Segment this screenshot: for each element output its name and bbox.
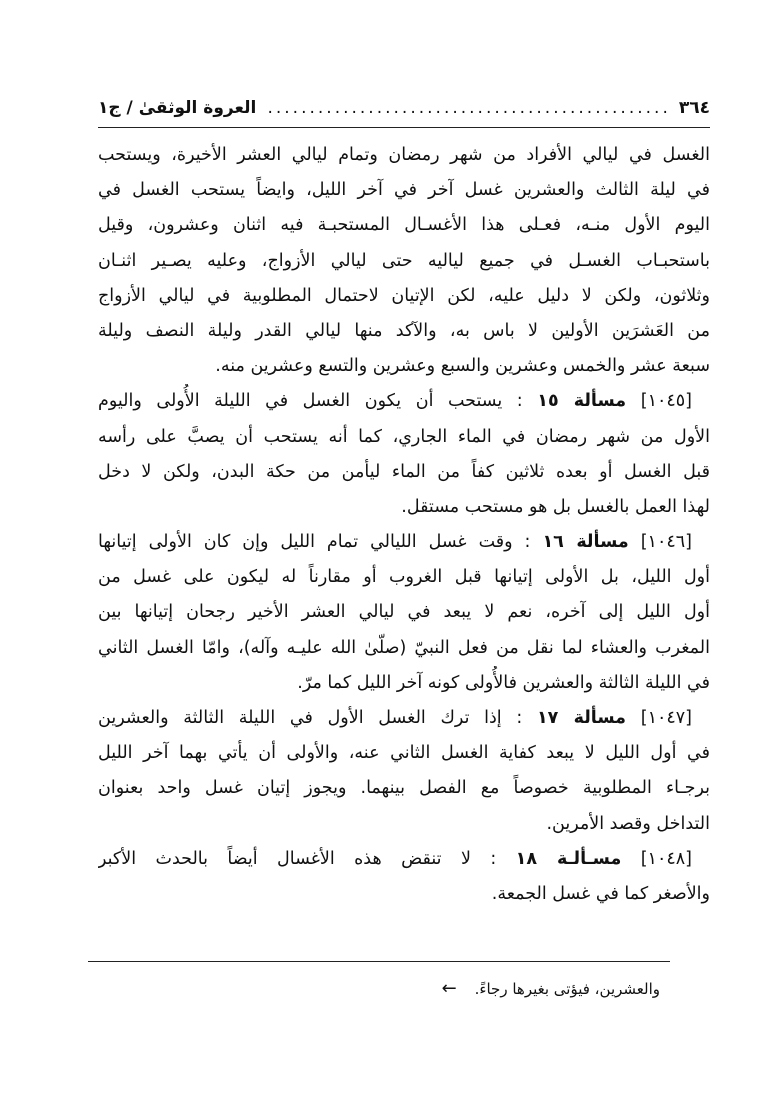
text-line: لهذا العمل بالغسل بل هو مستحب مستقل. xyxy=(401,496,710,517)
text-line: سبعة عشر والخمس وعشرين والسبع وعشرين والتسع وعشرين منه. xyxy=(215,356,710,377)
text-line: أول الليل إلى آخره، نعم لا يبعد في ليالي العشر الأخير رجحان إتيانها بين xyxy=(98,602,710,623)
text-line: الأول من شهر رمضان في الماء الجاري، كما أنه يستحب أن يصبَّ على رأسه xyxy=(98,426,710,447)
text-line: اليوم الأول منـه، فعـلى هذا الأغسـال المستحبـة فيه اثنان وعشرون، وقيل xyxy=(98,215,710,236)
masala-number: [١٠٤٨] xyxy=(640,848,692,869)
header-leader-dots xyxy=(264,100,671,117)
text-line: والأصغر كما في غسل الجمعة. xyxy=(491,883,710,904)
text-line: في الليلة الثالثة والعشرين فالأُولى كونه آخر الليل كما مرّ. xyxy=(297,672,710,693)
page-number: ٣٦٤ xyxy=(678,98,710,118)
footnote-text: والعشرين، فيؤتى بغيرها رجاءً. xyxy=(474,979,660,998)
text-line: أول الليل، بل الأولى إتيانها قبل الغروب أو مقارناً له ليكون على غسل من xyxy=(98,567,710,588)
text-segment: : لا تنقض هذه الأغسال أيضاً بالحدث الأكبر xyxy=(98,848,497,869)
header-rule xyxy=(98,127,710,128)
text-line: التداخل وقصد الأمرين. xyxy=(546,813,710,834)
masala-15-first-line xyxy=(98,384,710,419)
masala-label: مسألة ١٧ xyxy=(537,708,627,728)
text-segment: : يستحب أن يكون الغسل في الليلة الأُولى واليوم xyxy=(98,391,523,412)
masala-number: [١٠٤٦] xyxy=(640,532,692,553)
footnote-rule xyxy=(88,961,670,962)
masala-label: مسألة ١٥ xyxy=(537,391,627,412)
continuation-arrow-icon: ← xyxy=(441,978,457,999)
text-line: وثلاثون، ولكن لا دليل عليه، لكن الإتيان لاحتمال المطلوبية في ليالي الأزواج xyxy=(98,285,710,306)
running-title: العروة الوثقىٰ / ج١ xyxy=(98,98,257,118)
masala-number: [١٠٤٥] xyxy=(640,391,692,412)
masala-label: مسـألـة ١٨ xyxy=(515,848,622,869)
text-line: باستحبـاب الغسـل في جميع لياليه حتى ليالي الأزواج، وعليه يصـير اثنـان xyxy=(98,250,710,271)
text-segment: : إذا ترك الغسل الأول في الليلة الثالثة والعشرين xyxy=(98,708,523,728)
page-header xyxy=(98,94,710,122)
text-segment: : وقت غسل الليالي تمام الليل وإن كان الأولى إتيانها xyxy=(98,532,531,553)
footnote xyxy=(300,978,660,999)
body-text xyxy=(98,138,710,912)
text-line: في أول الليل لا يبعد كفاية الغسل الثاني عنه، والأولى أن يأتي بهما آخر الليل xyxy=(98,743,710,764)
masala-18-first-line xyxy=(98,842,710,877)
masala-16-first-line xyxy=(98,525,710,560)
text-line: برجـاء المطلوبية خصوصاً مع الفصل بينهما. ويجوز إتيان غسل واحد بعنوان xyxy=(98,778,710,799)
text-line: المغرب والعشاء لما نقل من فعل النبيّ (صلّىٰ الله عليـه وآله)، وامّا الغسل الثاني xyxy=(98,637,710,658)
masala-17-first-line xyxy=(98,701,710,736)
text-line: قبل الغسل أو بعده ثلاثين كفاً من الماء ليأمن من حكة البدن، ولكن لا دخل xyxy=(98,461,710,482)
masala-number: [١٠٤٧] xyxy=(640,708,692,728)
masala-label: مسألة ١٦ xyxy=(542,532,629,553)
text-line: من العَشرَين الأولين لا باس به، والآكد منها ليالي القدر وليلة النصف وليلة xyxy=(98,320,710,341)
text-line: في ليلة الثالث والعشرين غسل آخر في آخر الليل، وايضاً يستحب الغسل في xyxy=(98,180,710,201)
text-line: الغسل في ليالي الأفراد من شهر رمضان وتمام ليالي العشر الأخيرة، ويستحب xyxy=(98,145,710,165)
